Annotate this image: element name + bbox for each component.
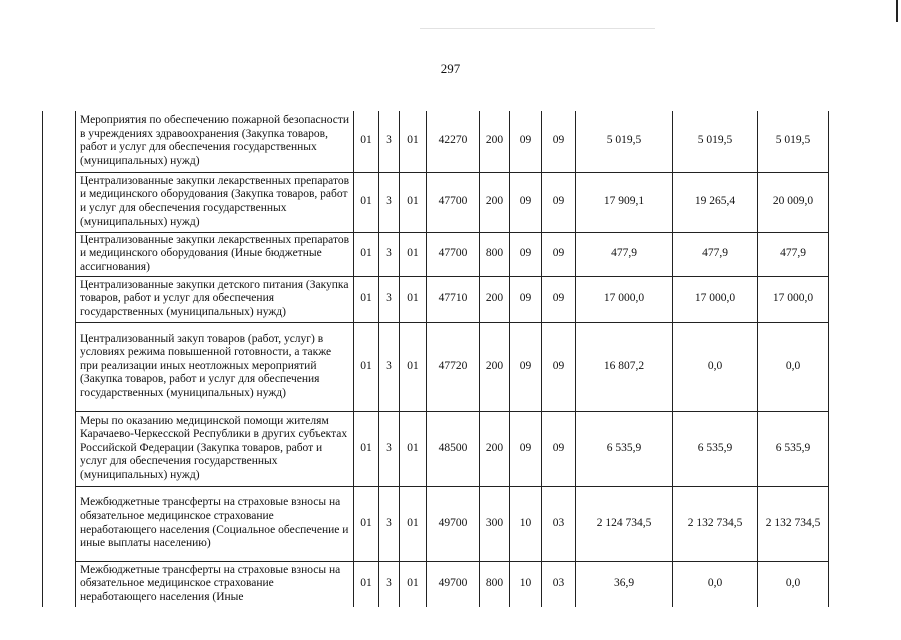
code-cell: 3	[379, 111, 400, 172]
code-cell: 200	[480, 111, 510, 172]
table-row	[43, 232, 829, 276]
code-cell: 01	[354, 111, 379, 172]
row-description: Централизованные закупки детского питания (Закупка товаров, работ и услуг для обеспечения государственных (муниципальных) нужд)	[76, 276, 354, 322]
row-description: Меры по оказанию медицинской помощи жителям Карачаево-Черкесской Республики в других субъектах Российской Федерации (Закупка товаров, работ и услуг для обеспечения государственных (муниципальных) нужд)	[76, 411, 354, 486]
code-cell: 01	[400, 561, 427, 607]
code-cell: 47700	[427, 172, 480, 232]
code-cell: 47720	[427, 322, 480, 411]
code-cell: 09	[510, 322, 542, 411]
row-description: Межбюджетные трансферты на страховые взносы на обязательное медицинское страхование неработающего населения (Иные	[76, 561, 354, 607]
code-cell: 01	[354, 232, 379, 276]
code-cell: 800	[480, 561, 510, 607]
amount-cell: 17 000,0	[673, 276, 758, 322]
code-cell: 01	[354, 172, 379, 232]
code-cell: 01	[400, 276, 427, 322]
amount-cell: 0,0	[758, 322, 829, 411]
amount-cell: 2 132 734,5	[758, 486, 829, 561]
faint-header-trace	[420, 28, 655, 29]
code-cell: 3	[379, 322, 400, 411]
code-cell: 200	[480, 322, 510, 411]
budget-table	[42, 111, 829, 607]
amount-cell: 0,0	[673, 322, 758, 411]
code-cell: 10	[510, 561, 542, 607]
code-cell: 01	[400, 322, 427, 411]
row-description: Межбюджетные трансферты на страховые взносы на обязательное медицинское страхование неработающего населения (Социальное обеспечение и иные выплаты населению)	[76, 486, 354, 561]
amount-cell: 17 909,1	[576, 172, 673, 232]
amount-cell: 6 535,9	[673, 411, 758, 486]
table-row	[43, 486, 829, 561]
code-cell: 49700	[427, 486, 480, 561]
code-cell: 300	[480, 486, 510, 561]
code-cell: 03	[542, 486, 576, 561]
page-number: 297	[440, 61, 461, 76]
blank-cell	[43, 561, 76, 607]
code-cell: 09	[542, 322, 576, 411]
code-cell: 10	[510, 486, 542, 561]
code-cell: 48500	[427, 411, 480, 486]
row-description: Централизованные закупки лекарственных препаратов и медицинского оборудования (Закупка товаров, работ и услуг для обеспечения государственных (муниципальных) нужд)	[76, 172, 354, 232]
blank-cell	[43, 232, 76, 276]
amount-cell: 5 019,5	[758, 111, 829, 172]
blank-cell	[43, 276, 76, 322]
code-cell: 3	[379, 232, 400, 276]
code-cell: 09	[510, 411, 542, 486]
code-cell: 09	[510, 172, 542, 232]
code-cell: 42270	[427, 111, 480, 172]
blank-cell	[43, 486, 76, 561]
amount-cell: 477,9	[576, 232, 673, 276]
amount-cell: 20 009,0	[758, 172, 829, 232]
row-description: Мероприятия по обеспечению пожарной безопасности в учреждениях здравоохранения (Закупка товаров, работ и услуг для обеспечения государственных (муниципальных) нужд)	[76, 111, 354, 172]
code-cell: 200	[480, 411, 510, 486]
code-cell: 01	[354, 276, 379, 322]
code-cell: 01	[400, 486, 427, 561]
table-row	[43, 276, 829, 322]
amount-cell: 2 124 734,5	[576, 486, 673, 561]
amount-cell: 0,0	[758, 561, 829, 607]
code-cell: 01	[354, 561, 379, 607]
code-cell: 09	[510, 276, 542, 322]
row-description: Централизованный закуп товаров (работ, услуг) в условиях режима повышенной готовности, а также при реализации иных неотложных мероприятий (Закупка товаров, работ и услуг для обеспечения государственных (муниципальных) нужд)	[76, 322, 354, 411]
code-cell: 01	[354, 411, 379, 486]
code-cell: 3	[379, 411, 400, 486]
code-cell: 01	[400, 111, 427, 172]
code-cell: 01	[354, 486, 379, 561]
amount-cell: 0,0	[673, 561, 758, 607]
code-cell: 09	[542, 232, 576, 276]
amount-cell: 477,9	[758, 232, 829, 276]
table-row	[43, 322, 829, 411]
amount-cell: 19 265,4	[673, 172, 758, 232]
code-cell: 47700	[427, 232, 480, 276]
code-cell: 47710	[427, 276, 480, 322]
code-cell: 3	[379, 172, 400, 232]
blank-cell	[43, 411, 76, 486]
amount-cell: 16 807,2	[576, 322, 673, 411]
amount-cell: 36,9	[576, 561, 673, 607]
amount-cell: 5 019,5	[673, 111, 758, 172]
row-description: Централизованные закупки лекарственных препаратов и медицинского оборудования (Иные бюджетные ассигнования)	[76, 232, 354, 276]
amount-cell: 6 535,9	[758, 411, 829, 486]
code-cell: 03	[542, 561, 576, 607]
code-cell: 09	[542, 111, 576, 172]
amount-cell: 17 000,0	[758, 276, 829, 322]
code-cell: 200	[480, 276, 510, 322]
code-cell: 01	[400, 172, 427, 232]
page-edge-line	[896, 0, 898, 22]
table-row	[43, 411, 829, 486]
code-cell: 3	[379, 561, 400, 607]
blank-cell	[43, 322, 76, 411]
code-cell: 01	[400, 232, 427, 276]
table-row	[43, 561, 829, 607]
amount-cell: 477,9	[673, 232, 758, 276]
amount-cell: 17 000,0	[576, 276, 673, 322]
amount-cell: 6 535,9	[576, 411, 673, 486]
blank-cell	[43, 111, 76, 172]
code-cell: 09	[542, 411, 576, 486]
code-cell: 09	[510, 111, 542, 172]
code-cell: 09	[542, 172, 576, 232]
table-row	[43, 172, 829, 232]
code-cell: 200	[480, 172, 510, 232]
code-cell: 3	[379, 486, 400, 561]
amount-cell: 5 019,5	[576, 111, 673, 172]
blank-cell	[43, 172, 76, 232]
code-cell: 09	[510, 232, 542, 276]
code-cell: 09	[542, 276, 576, 322]
code-cell: 800	[480, 232, 510, 276]
code-cell: 01	[354, 322, 379, 411]
code-cell: 49700	[427, 561, 480, 607]
table-row	[43, 111, 829, 172]
code-cell: 01	[400, 411, 427, 486]
code-cell: 3	[379, 276, 400, 322]
amount-cell: 2 132 734,5	[673, 486, 758, 561]
